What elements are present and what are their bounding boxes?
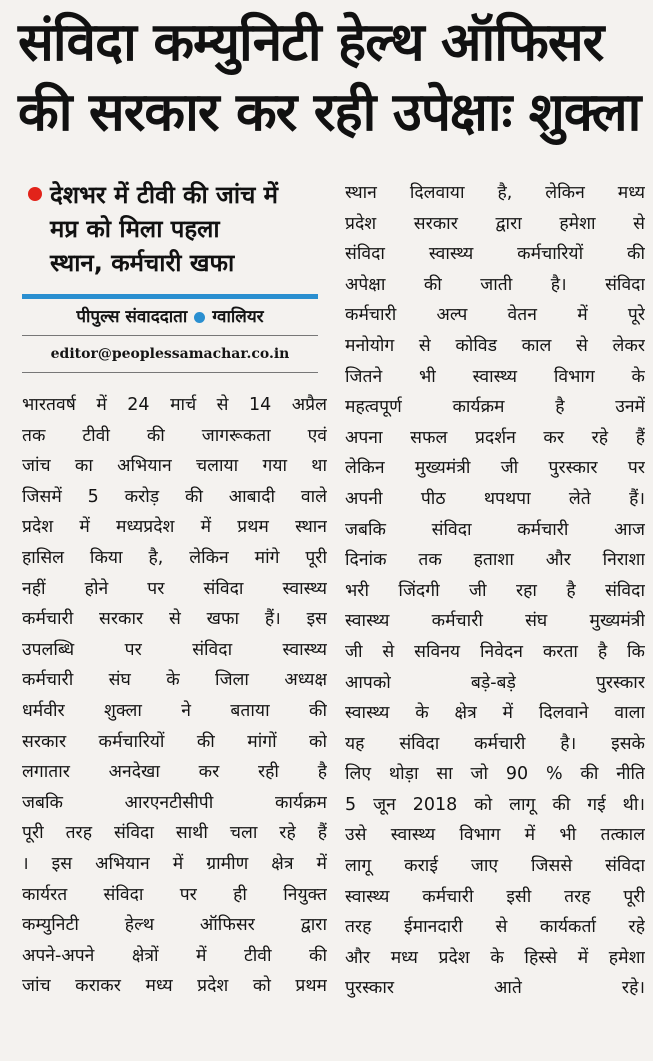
body-line: लगातार अनदेखा कर रही है (22, 762, 327, 783)
body-line: प्रदेश में मध्यप्रदेश में प्रथम स्थान (22, 517, 327, 538)
body-line: संविदा स्वास्थ्य कर्मचारियों की (345, 244, 645, 265)
headline-line-1: संविदा कम्युनिटी हेल्थ ऑफिसर (18, 12, 604, 73)
body-line: स्वास्थ्य के क्षेत्र में दिलवाने वाला (345, 703, 645, 724)
email-address: editor@peoplessamachar.co.in (50, 346, 290, 362)
blue-bullet-icon (194, 312, 205, 323)
body-line: तक टीवी की जागरूकता एवं (22, 425, 327, 446)
grey-divider-bottom (22, 372, 318, 373)
highlight-text (50, 178, 300, 280)
body-line: भरी जिंदगी जी रहा है संविदा (345, 580, 645, 601)
body-line: दिनांक तक हताशा और निराशा (345, 550, 645, 571)
highlight-line-1: देशभर में टीवी की जांच में (50, 181, 279, 209)
body-line: पूरी तरह संविदा साथी चला रहे हैं (22, 823, 327, 844)
body-line: तरह ईमानदारी से कार्यकर्ता रहे (345, 917, 645, 938)
body-line: यह संविदा कर्मचारी है। इसके (345, 733, 645, 754)
body-line: जितने भी स्वास्थ्य विभाग के (345, 366, 645, 387)
body-line: अपेक्षा की जाती है। संविदा (345, 274, 645, 295)
body-line: और मध्य प्रदेश के हिस्से में हमेशा (345, 947, 645, 968)
byline-city: ग्वालियर (212, 307, 264, 327)
body-line: जबकि संविदा कर्मचारी आज (345, 519, 645, 540)
body-line: जबकि आरएनटीसीपी कार्यक्रम (22, 792, 327, 813)
body-line: महत्वपूर्ण कार्यक्रम है उनमें (345, 397, 645, 418)
body-line: पुरस्कार आते रहे। (345, 978, 645, 999)
blue-divider (22, 294, 318, 299)
body-line: लिए थोड़ा सा जो 90 % की नीति (345, 764, 645, 785)
body-line: भारतवर्ष में 24 मार्च से 14 अप्रैल (22, 395, 327, 415)
body-line: कार्यरत संविदा पर ही नियुक्त (22, 884, 327, 905)
body-line: कर्मचारी अल्प वेतन में पूरे (345, 305, 645, 326)
body-line: अपने-अपने क्षेत्रों में टीवी की (22, 945, 327, 966)
highlight-line-2: मप्र को मिला पहला (50, 215, 220, 243)
body-line: अपनी पीठ थपथपा लेते हैं। (345, 488, 645, 509)
body-line: कर्मचारी सरकार से खफा हैं। इस (22, 609, 327, 630)
body-line: मनोयोग से कोविड काल से लेकर (345, 335, 645, 356)
body-line: । इस अभियान में ग्रामीण क्षेत्र में (22, 853, 327, 874)
body-line: लेकिन मुख्यमंत्री जी पुरस्कार पर (345, 458, 645, 479)
highlight-box (22, 178, 327, 280)
body-line: आपको बड़े-बड़े पुरस्कार (345, 672, 645, 693)
byline-reporter: पीपुल्स संवाददाता (76, 307, 188, 327)
body-line: 5 जून 2018 को लागू की गई थी। (345, 794, 645, 815)
body-line: जिसमें 5 करोड़ की आबादी वाले (22, 486, 327, 507)
headline (18, 8, 643, 148)
body-line: कम्युनिटी हेल्थ ऑफिसर द्वारा (22, 915, 327, 936)
right-article-body (345, 178, 645, 1004)
body-line: प्रदेश सरकार द्वारा हमेशा से (345, 213, 645, 234)
body-line: स्वास्थ्य कर्मचारी संघ मुख्यमंत्री (345, 611, 645, 632)
body-line: लागू कराई जाए जिससे संविदा (345, 856, 645, 877)
byline (22, 305, 318, 329)
body-line: जांच का अभियान चलाया गया था (22, 456, 327, 477)
body-line: उसे स्वास्थ्य विभाग में भी तत्काल (345, 825, 645, 846)
left-column (22, 178, 327, 1002)
body-line: अपना सफल प्रदर्शन कर रहे हैं (345, 427, 645, 448)
body-line: उपलब्धि पर संविदा स्वास्थ्य (22, 639, 327, 660)
body-line: स्वास्थ्य कर्मचारी इसी तरह पूरी (345, 886, 645, 907)
body-line: जांच कराकर मध्य प्रदेश को प्रथम (22, 976, 327, 997)
grey-divider-top (22, 335, 318, 336)
body-line: कर्मचारी संघ के जिला अध्यक्ष (22, 670, 327, 691)
red-bullet-icon (28, 187, 42, 201)
body-line: जी से सविनय निवेदन करता है कि (345, 641, 645, 662)
body-line: सरकार कर्मचारियों की मांगों को (22, 731, 327, 752)
body-line: स्थान दिलवाया है, लेकिन मध्य (345, 183, 645, 203)
highlight-line-3: स्थान, कर्मचारी खफा (50, 249, 235, 277)
body-line: नहीं होने पर संविदा स्वास्थ्य (22, 578, 327, 599)
body-line: धर्मवीर शुक्ला ने बताया की (22, 700, 327, 721)
right-column (345, 178, 645, 1004)
headline-line-2: की सरकार कर रही उपेक्षाः शुक्ला (18, 82, 641, 143)
left-article-body (22, 390, 327, 1002)
body-line: हासिल किया है, लेकिन मांगे पूरी (22, 547, 327, 568)
